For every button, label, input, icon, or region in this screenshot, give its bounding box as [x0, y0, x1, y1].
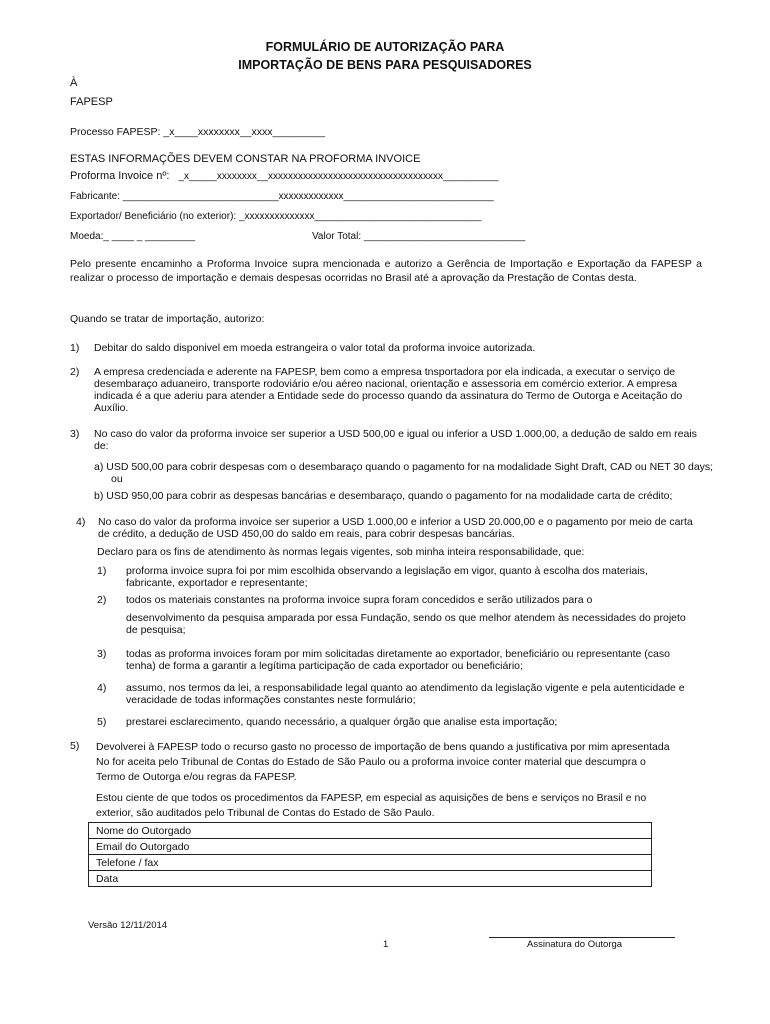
proforma-invoice-value: _x_____xxxxxxxx__xxxxxxxxxxxxxxxxxxxxxxxxxxxxxxxxxxx__________ [178, 171, 499, 182]
moeda-field: Moeda:_ ____ _ _________ [70, 231, 196, 242]
declaration-text: todas as proforma invoices foram por mim solicitadas diretamente ao exportador, beneficiário ou representante (caso tenha) de forma a garantir a legítima participação de cada exportador ou beneficiário; [126, 648, 670, 672]
version-label: Versão 12/11/2014 [88, 920, 168, 931]
date-field[interactable]: Data [89, 871, 652, 887]
table-row [89, 871, 652, 887]
declaration-lead: Declaro para os fins de atendimento às normas legais vigentes, sob minha inteira responsabilidade, que: [97, 546, 585, 558]
email-field[interactable]: Email do Outorgado [89, 839, 652, 855]
table-row [89, 823, 652, 839]
fabricante-field: Fabricante: ____________________________xxxxxxxxxxxxx___________________________ [70, 191, 494, 202]
exportador-field: Exportador/ Beneficiário (no exterior): _xxxxxxxxxxxxxx______________________________ [70, 211, 482, 222]
item-number: 4) [76, 516, 86, 528]
declaration-number: 2) [97, 594, 107, 606]
item-text: No caso do valor da proforma invoice ser superior a USD 1.000,00 e inferior a USD 20.000,00 e o pagamento por meio de carta de crédito, a dedução de USD 450,00 do saldo em reais, para cobrir despesas bancárias. [98, 516, 693, 540]
authorization-lead: Quando se tratar de importação, autorizo: [70, 313, 265, 325]
sub-item-a: a) USD 500,00 para cobrir despesas com o desembaraço quando o pagamento for na modalidade Sight Draft, CAD ou NET 30 days; ou [94, 461, 714, 485]
name-field[interactable]: Nome do Outorgado [89, 823, 652, 839]
intro-paragraph: Pelo presente encaminho a Proforma Invoice supra mencionada e autorizo a Gerência de Importação e Exportação da FAPESP a realizar o processo de importação e demais despesas ocorridas no Brasil até a aprovação da Prestação de Contas desta. [70, 258, 702, 284]
grantee-info-table [88, 822, 652, 887]
item-text: Debitar do saldo disponivel em moeda estrangeira o valor total da proforma invoice autorizada. [94, 342, 536, 354]
proforma-invoice-field [70, 170, 499, 182]
item-number: 3) [70, 428, 80, 440]
declaration-text: assumo, nos termos da lei, a responsabilidade legal quanto ao atendimento da legislação vigente e pela autenticidade e veracidade de todas informações constantes neste formulário; [126, 682, 685, 706]
item-number: 2) [70, 366, 80, 378]
item-number: 1) [70, 342, 80, 354]
declaration-number: 5) [97, 716, 107, 728]
item-text: Devolverei à FAPESP todo o recurso gasto no processo de importação de bens quando a justificativa por mim apresentada No for aceita pelo Tribunal de Contas do Estado de São Paulo ou a proforma invoice conter material que descumpra o Termo de Outorga e/ou regras da FAPESP. [96, 741, 670, 783]
table-row [89, 839, 652, 855]
proforma-invoice-label: Proforma Invoice nº: [70, 170, 170, 182]
declaration-text: todos os materiais constantes na proforma invoice supra foram concedidos e serão utilizados para o [126, 594, 593, 606]
declaration-text: prestarei esclarecimento, quando necessário, a qualquer órgão que analise esta importação; [126, 716, 558, 728]
awareness-statement: Estou ciente de que todos os procedimentos da FAPESP, em especial as aquisições de bens e serviços no Brasil e no exterior, são auditados pelo Tribunal de Contas do Estado de São Paulo. [96, 792, 647, 819]
address-org: FAPESP [70, 96, 113, 108]
phone-field[interactable]: Telefone / fax [89, 855, 652, 871]
signature-line [489, 937, 675, 938]
signature-label: Assinatura do Outorga [527, 939, 623, 950]
processo-field: Processo FAPESP: _x____xxxxxxxx__xxxx_________ [70, 126, 326, 138]
sub-item-b: b) USD 950,00 para cobrir as despesas bancárias e desembaraço, quando o pagamento for na modalidade carta de crédito; [94, 490, 673, 502]
declaration-number: 3) [97, 648, 107, 660]
declaration-text: desenvolvimento da pesquisa amparada por essa Fundação, sendo os que melhor atendem às necessidades do projeto de pesquisa; [126, 612, 686, 636]
address-to: À [70, 77, 78, 89]
item-text: No caso do valor da proforma invoice ser superior a USD 500,00 e igual ou inferior a USD 1.000,00, a dedução de saldo em reais de: [94, 428, 697, 452]
table-row [89, 855, 652, 871]
form-title-line2: IMPORTAÇÃO DE BENS PARA PESQUISADORES [238, 58, 532, 72]
form-title-line1: FORMULÁRIO DE AUTORIZAÇÃO PARA [265, 40, 505, 54]
page-number: 1 [383, 939, 389, 950]
declaration-number: 1) [97, 565, 107, 577]
proforma-notice: ESTAS INFORMAÇÕES DEVEM CONSTAR NA PROFORMA INVOICE [70, 153, 421, 165]
item-number: 5) [70, 740, 80, 752]
declaration-number: 4) [97, 682, 107, 694]
item-text: A empresa credenciada e aderente na FAPESP, bem como a empresa tnsportadora por ela indicada, a executar o serviço de desembaraço aduaneiro, transporte rodoviário e/ou aéreo nacional, orientação e assessoria em comércio exterior. A empresa indicada é a que aderiu para atender a Entidade sede do processo quando da assinatura do Termo de Outorga e Aceitação do Auxílio. [94, 366, 683, 414]
declaration-text: proforma invoice supra foi por mim escolhida observando a legislação em vigor, quanto à escolha dos materiais, fabricante, exportador e representante; [126, 565, 648, 589]
valor-total-field: Valor Total: _____________________________ [312, 231, 526, 242]
